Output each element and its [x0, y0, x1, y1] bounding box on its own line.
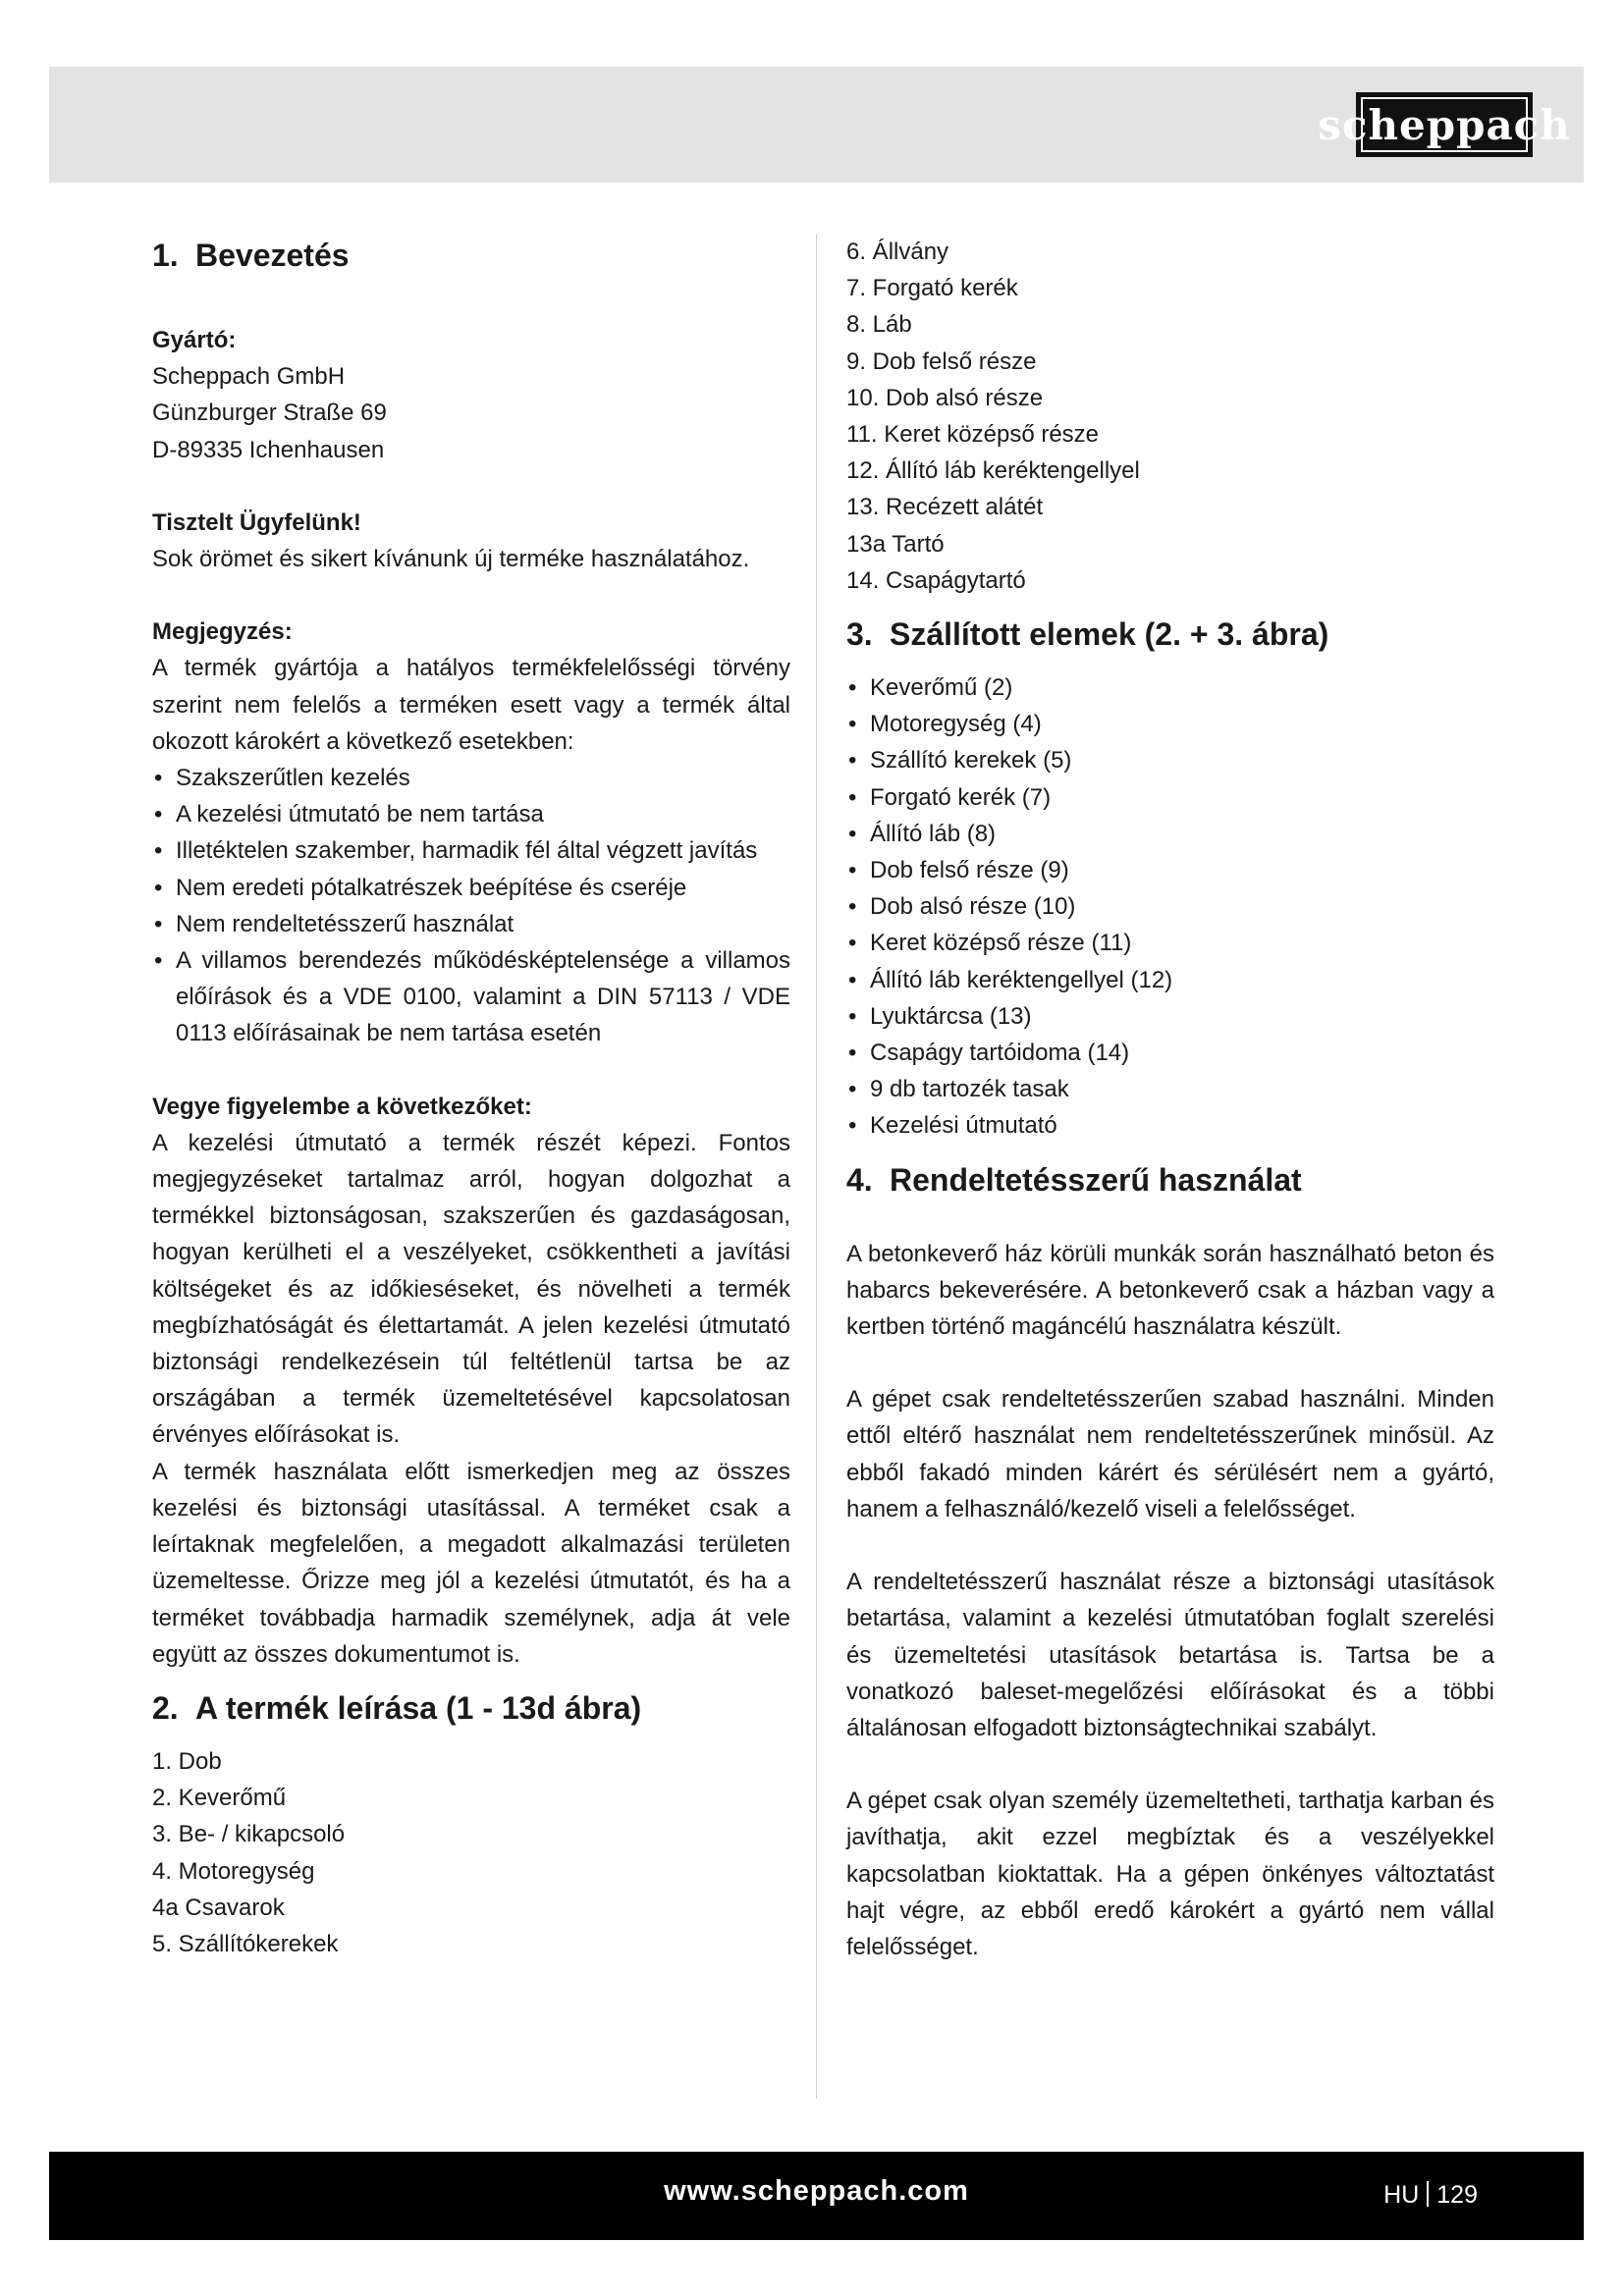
part-item: 2. Keverőmű	[152, 1785, 287, 1812]
section-3-number: 3.	[846, 616, 873, 653]
footer-website-link[interactable]: www.scheppach.com	[664, 2175, 969, 2207]
section-2-title: A termék leírása (1 - 13d ábra)	[195, 1689, 642, 1726]
list-item: • Állító láb keréktengellyel (12)	[846, 962, 1494, 998]
list-item: • Dob alsó része (10)	[846, 888, 1494, 925]
list-item: • Dob felső része (9)	[846, 852, 1494, 888]
list-item: • A villamos berendezés működésképtelensége a villamos előírások és a VDE 0100, valamint a DIN 57113 / VDE 0113 előírásainak be nem tartása esetén	[152, 942, 790, 1052]
footer-page: 129	[1436, 2181, 1478, 2209]
intended-use-paragraph-3: A rendeltetésszerű használat része a biztonsági utasítások betartása, valamint a kezelési útmutatóban foglalt szerelési és üzemeltetési utasítások betartása is. Tartsa be a vonatkozó baleset-megelőzési előírásokat és a többi általánosan elfogadott biztonságtechnikai szabályt.	[846, 1569, 1494, 1741]
section-3-heading	[846, 614, 1494, 654]
intended-use-paragraph-4: A gépet csak olyan személy üzemeltetheti, tarthatja karban és javíthatja, akit ezzel megbíztak és a veszélyekkel kapcsolatban kioktattak. Ha a gépen önkényes változtatást hajt végre, az ebből eredő károkért a gyártó nem vállal felelősséget.	[846, 1788, 1494, 1960]
greeting-text: Sok örömet és sikert kívánunk új terméke használatához.	[152, 546, 750, 573]
part-item: 7. Forgató kerék	[846, 275, 1018, 302]
part-item: 9. Dob felső része	[846, 347, 1037, 375]
note-text: A termék gyártója a hatályos termékfelelősségi törvény szerint nem felelős a terméken esett vagy a termék által okozott károkért a következő esetekben:	[152, 655, 790, 755]
part-item: 4a Csavarok	[152, 1894, 285, 1921]
parts-list-b	[846, 234, 1494, 599]
list-item: • Illetéktelen szakember, harmadik fél által végzett javítás	[152, 832, 790, 869]
note-label: Megjegyzés:	[152, 618, 293, 646]
section-2-number: 2.	[152, 1689, 179, 1726]
part-item: 11. Keret középső része	[846, 421, 1100, 449]
section-3-title: Szállított elemek (2. + 3. ábra)	[890, 616, 1329, 653]
list-item: • Nem rendeltetésszerű használat	[152, 906, 790, 942]
intended-use-paragraph-1: A betonkeverő ház körüli munkák során használható beton és habarcs bekeverésére. A betonkeverő csak a házban vagy a kertben történő magáncélú használatra készült.	[846, 1240, 1494, 1341]
list-item: • Nem eredeti pótalkatrészek beépítése és cseréje	[152, 870, 790, 906]
section-4-number: 4.	[846, 1161, 873, 1198]
list-item: • Szállító kerekek (5)	[846, 742, 1494, 778]
part-item: 14. Csapágytartó	[846, 566, 1026, 594]
footer-separator	[1427, 2181, 1429, 2207]
left-column	[152, 234, 790, 1962]
part-item: 10. Dob alsó része	[846, 384, 1044, 411]
list-item: • Forgató kerék (7)	[846, 779, 1494, 816]
parts-list-a	[152, 1743, 790, 1962]
address-line: Günzburger Straße 69	[152, 400, 387, 427]
section-2-heading	[152, 1688, 790, 1728]
right-column	[846, 234, 1494, 1965]
section-1-title: Bevezetés	[195, 238, 350, 273]
footer-band	[49, 2152, 1584, 2240]
manufacturer-address	[152, 358, 790, 468]
list-item: • Csapágy tartóidoma (14)	[846, 1035, 1494, 1071]
part-item: 5. Szállítókerekek	[152, 1930, 339, 1957]
section-1-number: 1.	[152, 238, 179, 273]
footer-language: HU	[1383, 2181, 1420, 2209]
consider-label: Vegye figyelembe a következőket:	[152, 1093, 532, 1120]
consider-paragraph-1: A kezelési útmutató a termék részét képezi. Fontos megjegyzéseket tartalmaz arról, hogyan dolgozhat a termékkel biztonságosan, szakszerűen és gazdaságosan, hogyan kerülheti el a veszélyeket, csökkentheti a javítási költségeket és az időkieséseket, és növelheti a termék megbízhatóságát és élettartamát. A jelen kezelési útmutató biztonsági rendelkezésein túl feltétlenül tartsa be az országában a termék üzemeltetésével kapcsolatosan érvényes előírásokat is.	[152, 1129, 790, 1449]
address-line: D-89335 Ichenhausen	[152, 436, 385, 463]
consider-paragraph-2: A termék használata előtt ismerkedjen meg az összes kezelési és biztonsági utasítással. A terméket csak a leírtaknak megfelelően, a megadott alkalmazási területen üzemeltesse. Őrizze meg jól a kezelési útmutatót, és ha a terméket továbbadja harmadik személynek, adja át vele együtt az összes dokumentumot is.	[152, 1458, 790, 1668]
part-item: 13a Tartó	[846, 530, 945, 558]
list-item: • Szakszerűtlen kezelés	[152, 760, 790, 796]
address-line: Scheppach GmbH	[152, 363, 346, 391]
manufacturer-label: Gyártó:	[152, 327, 237, 353]
part-item: 3. Be- / kikapcsoló	[152, 1821, 346, 1848]
part-item: 1. Dob	[152, 1747, 222, 1775]
part-item: 4. Motoregység	[152, 1857, 315, 1885]
footer-page-number	[1383, 2181, 1478, 2210]
section-4-heading	[846, 1160, 1494, 1200]
section-4-title: Rendeltetésszerű használat	[890, 1161, 1302, 1198]
greeting-label: Tisztelt Ügyfelünk!	[152, 508, 361, 536]
part-item: 8. Láb	[846, 311, 912, 339]
list-item: • Kezelési útmutató	[846, 1107, 1494, 1144]
intended-use-paragraph-2: A gépet csak rendeltetésszerűen szabad használni. Minden ettől eltérő használat nem rendeltetésszerűnek minősül. Az ebből fakadó minden kárért és sérülésért nem a gyártó, hanem a felhasználó/kezelő viseli a felelősséget.	[846, 1386, 1494, 1522]
list-item: • Keret középső része (11)	[846, 925, 1494, 961]
list-item: • A kezelési útmutató be nem tartása	[152, 796, 790, 832]
list-item: • 9 db tartozék tasak	[846, 1071, 1494, 1107]
header-band	[49, 67, 1584, 183]
note-bullet-list	[152, 760, 790, 1052]
list-item: • Motoregység (4)	[846, 706, 1494, 742]
scheppach-logo: scheppach	[1356, 92, 1533, 157]
list-item: • Lyuktárcsa (13)	[846, 998, 1494, 1035]
part-item: 6. Állvány	[846, 239, 949, 265]
list-item: • Keverőmű (2)	[846, 669, 1494, 706]
column-divider	[816, 234, 817, 2099]
part-item: 12. Állító láb keréktengellyel	[846, 457, 1140, 485]
delivered-items-list	[846, 669, 1494, 1145]
part-item: 13. Recézett alátét	[846, 494, 1044, 521]
section-1-heading	[152, 236, 790, 275]
list-item: • Állító láb (8)	[846, 816, 1494, 852]
